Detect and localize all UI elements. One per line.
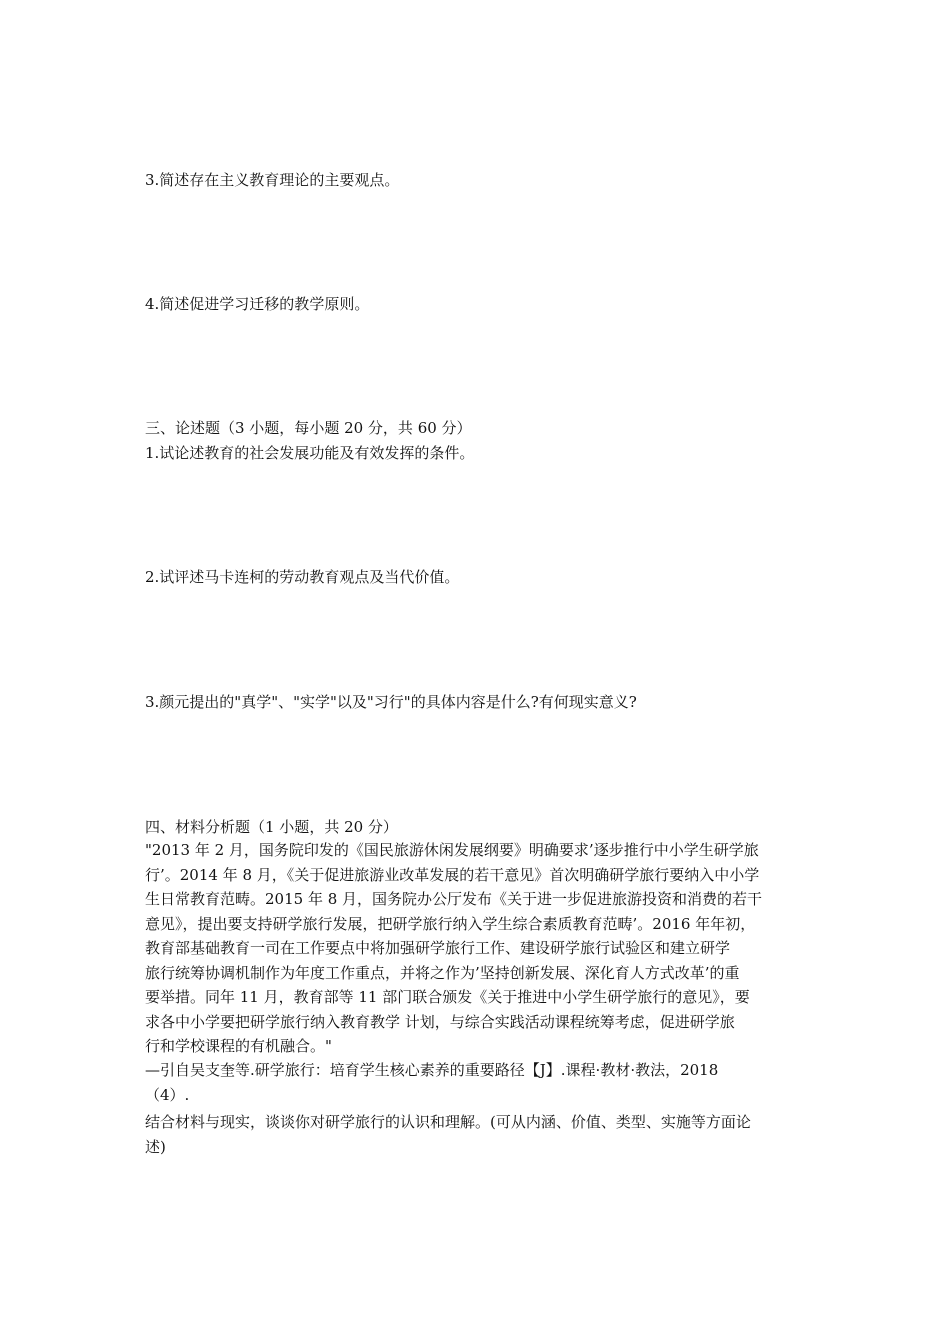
material-line: 行和学校课程的有机融合。" (145, 1037, 332, 1055)
material-line: 要举措。同年 11 月，教育部等 11 部门联合颁发《关于推进中小学生研学旅行的意见》，要 (145, 988, 750, 1006)
citation-line: —引自吴支奎等.研学旅行：培育学生核心素养的重要路径【J】.课程·教材·教法，2018 (145, 1061, 719, 1079)
material-line: 教育部基础教育一司在工作要点中将加强研学旅行工作、建设研学旅行试验区和建立研学 (145, 939, 731, 957)
material-line: 行’。2014 年 8 月，《关于促进旅游业改革发展的若干意见》首次明确研学旅行要纳入中小学 (145, 865, 760, 884)
material-paragraph (145, 838, 810, 1059)
section-4-heading: 四、材料分析题（1 小题，共 20 分） (145, 818, 398, 836)
material-line: 意见》，提出要支持研学旅行发展，把研学旅行纳入学生综合素质教育范畴’。2016 年年初， (145, 914, 756, 933)
citation-line: （4）. (145, 1085, 190, 1104)
question-3-1: 1.试论述教育的社会发展功能及有效发挥的条件。 (145, 444, 475, 462)
material-line: 旅行统筹协调机制作为年度工作重点，并将之作为’坚持创新发展、深化育人方式改革’的重 (145, 963, 740, 982)
analysis-prompt (145, 1110, 810, 1159)
prompt-line: 述) (145, 1137, 166, 1156)
question-3-3: 3.颜元提出的"真学"、"实学"以及"习行"的具体内容是什么?有何现实意义? (145, 693, 637, 711)
material-line: 生日常教育范畴。2015 年 8 月，国务院办公厅发布《关于进一步促进旅游投资和消费的若干 (145, 890, 763, 908)
question-3-2: 2.试评述马卡连柯的劳动教育观点及当代价值。 (145, 568, 460, 586)
section-3-heading: 三、论述题（3 小题，每小题 20 分，共 60 分） (145, 419, 472, 437)
citation (145, 1058, 810, 1107)
question-2-4: 4.简述促进学习迁移的教学原则。 (145, 295, 370, 313)
question-2-3: 3.简述存在主义教育理论的主要观点。 (145, 171, 400, 189)
material-line: "2013 年 2 月，国务院印发的《国民旅游休闲发展纲要》明确要求’逐步推行中小学生研学旅 (145, 841, 759, 859)
prompt-line: 结合材料与现实，谈谈你对研学旅行的认识和理解。(可从内涵、价值、类型、实施等方面论 (145, 1113, 751, 1131)
material-line: 求各中小学要把研学旅行纳入教育教学 计划，与综合实践活动课程统筹考虑，促进研学旅 (145, 1012, 735, 1031)
